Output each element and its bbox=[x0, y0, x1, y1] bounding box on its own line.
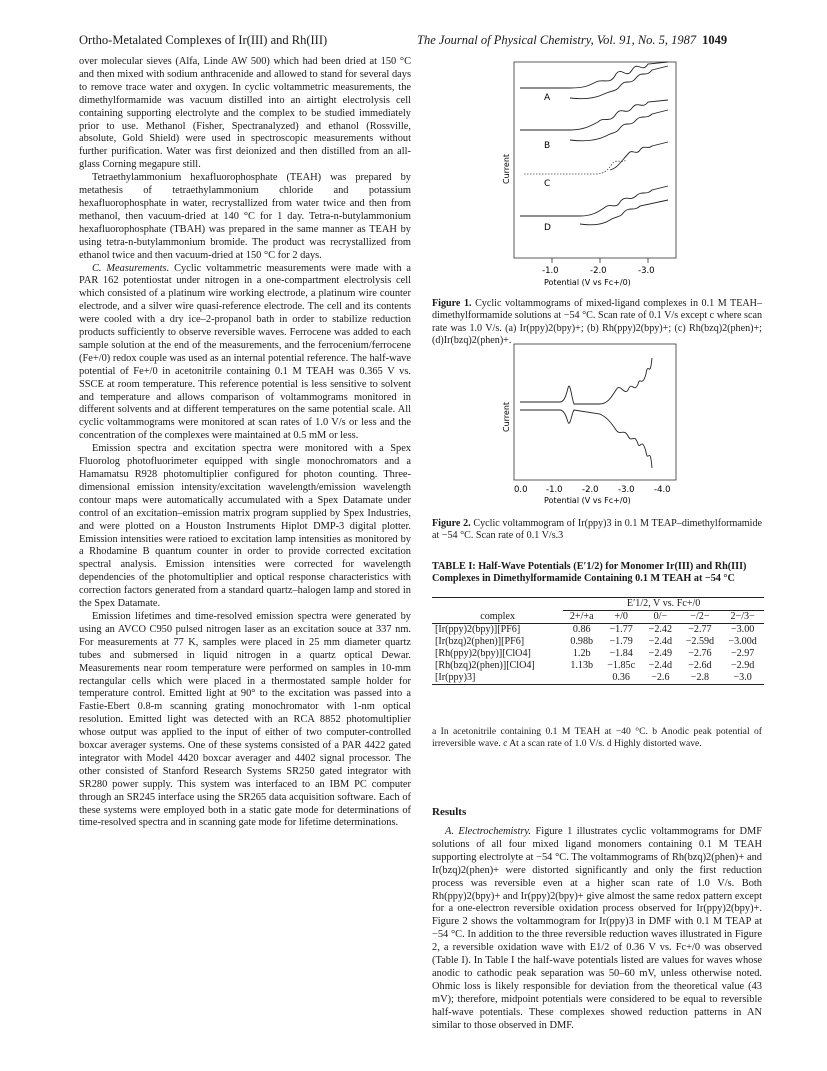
section-lead-measurements: C. Measurements. bbox=[92, 262, 170, 274]
table-cell-complex: [Rh(ppy)2(bpy)][ClO4] bbox=[435, 648, 531, 659]
table-cell: −2.6 bbox=[642, 672, 678, 685]
figure-2-tick-3: -2.0 bbox=[582, 485, 599, 495]
table-cell: 1.2b bbox=[572, 648, 591, 659]
figure-2-voltammogram bbox=[500, 340, 690, 510]
table-cell: 0.98b bbox=[570, 636, 594, 647]
paragraph-emission-lifetimes: Emission lifetimes and time-resolved emission spectra were generated by using an AVCO C950 pulsed nitrogen laser as an excitation souce at 337 nm. For measurements at 77 K, samples were placed in 25 mm diameter quartz tubes and submersed in liquid nitrogen in a quartz optical Dewar. Measurements near room temperature were performed on samples in 10-mm rectangular cells which were placed in a thermostated sample holder for temperature control. Emitted light at 90° to the excitation was passed into a Fastie-Ebert 0.8-m scanning grating monochromator with 1-nm optical resolution. Emitted light was detected with an RCA 8852 photomultiplier whose output was applied to the input of either of two computer-controlled boxcar averager systems. One of these systems consisted of a PAR 4422 gated integrator with Model 4420 boxcar averager and 4402 signal processor. The other consisted of Stanford Research Systems SR250 gated integrator with SR280 power supply. This system was interfaced to an IBM PC computer through an SR245 interface using the SR265 data acquisition software. Each of these systems were employed both in a static gate mode for determinations of time-resolved spectra and in scanning gate mode for lifetime determinations. bbox=[79, 610, 411, 829]
trace-c bbox=[610, 142, 668, 170]
table-cell: −2.9d bbox=[730, 660, 755, 671]
figure-2-tick-1: 0.0 bbox=[514, 485, 528, 495]
measurements-text: Cyclic voltammetric measurements were made with a PAR 162 potentiostat under nitrogen in a one-compartment electrolysis cell which consisted of a platinum wire working electrode, a platinum wire counter electrode, and a silver wire quasi-reference electrode. The cell and its contents were cooled with a dry ice–2-propanol bath in order to stabilize reduction products sufficiently to observe reversible waves. Ferrocene was added to each sample solution at the end of the measurements, and the ferrocenium/ferrocene (Fe+/0) redox couple was used as an internal potential reference. The half-wave potential of Fe+/0 in acetonitrile containing 0.1 M TEAH was 0.365 V vs. SSCE at room temperature. This reference potential is less sensitive to solvent and temperature and allows comparison of voltammograms monitored in different solvents and at different temperatures on the same potential scale. All cyclic voltammograms were monitored at scan rates of 1.0 V/s or less and the concentration of the complexes were maintained at 0.5 mM or less. bbox=[79, 262, 411, 442]
table-cell: −2.59d bbox=[685, 636, 715, 647]
figure-2-caption-lead: Figure 2. bbox=[432, 518, 471, 529]
figure-1-caption-lead: Figure 1. bbox=[432, 298, 472, 309]
table-row bbox=[432, 648, 764, 660]
figure-1-x-label: Potential (V vs Fc+/0) bbox=[544, 278, 631, 287]
table-cell: 0.86 bbox=[572, 624, 591, 635]
figure-2-trace bbox=[520, 358, 652, 404]
table-1-title: TABLE I: Half-Wave Potentials (E′1/2) for Monomer Ir(III) and Rh(III) Complexes in Dimethylformamide Containing 0.1 M TEAH at −54 °C bbox=[432, 561, 747, 585]
figure-1-voltammograms bbox=[500, 56, 690, 296]
table-cell: −2.6d bbox=[688, 660, 712, 671]
trace-label-b: B bbox=[544, 141, 551, 151]
table-cell: −3.00d bbox=[728, 636, 757, 647]
section-lead-electrochemistry: A. Electrochemistry. bbox=[445, 826, 532, 837]
table-cell: −1.77 bbox=[609, 624, 633, 635]
trace-label-d: D bbox=[544, 223, 551, 233]
table-cell: −1.84 bbox=[609, 648, 633, 659]
table-cell: −3.00 bbox=[730, 624, 755, 635]
figure-2-caption bbox=[432, 518, 762, 543]
table-cell: −2.76 bbox=[688, 648, 712, 659]
table-cell: −1.79 bbox=[609, 636, 633, 647]
table-cell: −2.97 bbox=[730, 648, 755, 659]
journal-name: The Journal of Physical Chemistry, Vol. 91, No. 5, 1987 bbox=[417, 33, 697, 47]
table-header-col: 0/− bbox=[642, 611, 678, 624]
paragraph-electrolytes: Tetraethylammonium hexafluorophosphate (TEAH) was prepared by metathesis of tetraethylammonium chloride and potassium hexafluorophosphate in water, recrystallized from water twice and then from methanol, then vacuum-dried at 140 °C for 1 day. Tetra-n-butylammonium hexafluorophosphate (TBAH) was prepared in the same manner as TEAH by using tetra-n-butylammonium bromide. The product was recrystallized from ethanol twice and then vacuum-dried at 150 °C for 2 days. bbox=[79, 172, 411, 261]
running-head-title: Ortho-Metalated Complexes of Ir(III) and Rh(III) bbox=[79, 33, 328, 47]
table-group-header-row bbox=[432, 598, 764, 611]
paragraph-solvents: over molecular sieves (Alfa, Linde AW 500) which had been dried at 150 °C and then mixed with sodium anthracenide and allowed to stand for several days to remove trace water and oxygen. In cyclic voltammetric measurements, the dimethylformamide was vacuum distilled into an airtight electrolysis cell containing supporting electrolyte and the complex to be studied immediately prior to use. Methanol (Fisher, Spectranalyzed) and ethanol (Rossville, absolute, Gold Shield) were used in spectroscopic measurements without further purification. Water was first deionized and then distilled from an all-glass Corning megapure still. bbox=[79, 56, 411, 171]
trace-label-a: A bbox=[544, 93, 551, 103]
table-header-col: +/0 bbox=[600, 611, 642, 624]
electrochemistry-text: Figure 1 illustrates cyclic voltammograms for DMF solutions of all four mixed ligand monomers containing 0.1 M TEAH supporting electrolyte at −54 °C. The voltammograms of Rh(bzq)2(phen)+ and Ir(bzq)2(phen)+ were distorted significantly and only the first reduction process was reversible even at a higher scan rate of 1.0 V/s. Both Rh(ppy)2(bpy)+ and Ir(ppy)2(bpy)+ give almost the same redox pattern except for a one-electron reversible oxidation process observed for Ir(ppy)2(bpy)+. Figure 2 shows the voltammogram for Ir(ppy)3 in DMF with 0.1 M TEAP at −54 °C. In addition to the three reversible reduction waves illustrated in Figure 2, a reversible oxidation wave with E1/2 of 0.36 V vs. Fc+/0 was observed (Table I). In Table I the half-wave potentials listed are values for waves whose anodic to cathodic peak separation was 50–60 mV, unless otherwise noted. Ohmic loss is likely responsible for deviation from the theoretical value (43 mV); therefore, midpoint potentials were considered to be equal to reversible half-wave potentials. These complexes showed reduction patterns in AN similar to those observed in DMF. bbox=[432, 826, 762, 1031]
trace-c-dotted bbox=[524, 160, 626, 174]
figure-1-y-label: Current bbox=[502, 153, 511, 184]
table-cell bbox=[563, 672, 600, 685]
table-cell: −2.4d bbox=[648, 660, 673, 671]
table-row bbox=[432, 672, 764, 685]
trace-d-return bbox=[580, 200, 668, 225]
journal-citation bbox=[417, 33, 727, 48]
table-header-row bbox=[432, 611, 764, 624]
figure-1-caption-text: Cyclic voltammograms of mixed-ligand complexes in 0.1 M TEAH–dimethylformamide solutions at −54 °C. Scan rate of 0.1 V/s except c where scan rate was 1.0 V/s. (a) Ir(ppy)2(bpy)+; (b) Rh(ppy)2(bpy)+; (c) Rh(bzq)2(phen)+; (d)Ir(bzq)2(phen)+. bbox=[432, 298, 762, 346]
table-cell-complex: [Rh(bzq)2(phen)][ClO4] bbox=[435, 660, 535, 671]
results-section bbox=[432, 826, 762, 1033]
trace-d bbox=[520, 186, 668, 216]
figure-1-frame bbox=[514, 62, 676, 258]
trace-a bbox=[520, 62, 668, 88]
figure-2-y-label: Current bbox=[502, 401, 511, 432]
table-group-header: E′1/2, V vs. Fc+/0 bbox=[563, 598, 764, 611]
table-row bbox=[432, 624, 764, 637]
table-row bbox=[432, 636, 764, 648]
table-cell: −2.42 bbox=[648, 624, 673, 635]
trace-a-return bbox=[570, 66, 668, 99]
table-header-col: 2−/3− bbox=[721, 611, 764, 624]
table-cell: −2.77 bbox=[688, 624, 712, 635]
paragraph-electrochemistry bbox=[432, 826, 762, 1033]
page-number: 1049 bbox=[702, 33, 728, 47]
figure-1-tick-2: -2.0 bbox=[590, 266, 607, 276]
figure-1-tick-3: -3.0 bbox=[638, 266, 655, 276]
figure-2-caption-text: Cyclic voltammogram of Ir(ppy)3 in 0.1 M TEAP–dimethylformamide at −54 °C. Scan rate of 0.1 V/s.3 bbox=[432, 518, 762, 542]
table-1 bbox=[432, 597, 764, 685]
paragraph-measurements bbox=[79, 263, 411, 444]
table-cell: −1.85c bbox=[607, 660, 636, 671]
table-cell-complex: [Ir(ppy)3] bbox=[432, 672, 563, 685]
table-header-col: 2+/+a bbox=[563, 611, 600, 624]
table-cell: −2.8 bbox=[679, 672, 722, 685]
table-cell: −2.49 bbox=[648, 648, 673, 659]
figure-2-tick-4: -3.0 bbox=[618, 485, 635, 495]
table-cell: 1.13b bbox=[570, 660, 594, 671]
table-group-spacer bbox=[432, 598, 563, 611]
table-cell: 0.36 bbox=[600, 672, 642, 685]
results-heading: Results bbox=[432, 806, 467, 818]
table-cell-complex: [Ir(bzq)2(phen)][PF6] bbox=[435, 636, 525, 647]
figure-1-tick-1: -1.0 bbox=[542, 266, 559, 276]
trace-b-return bbox=[570, 110, 668, 141]
left-column bbox=[79, 56, 411, 830]
table-cell: −2.4d bbox=[648, 636, 673, 647]
figure-2-x-label: Potential (V vs Fc+/0) bbox=[544, 496, 631, 505]
table-header-complex: complex bbox=[432, 611, 563, 624]
table-row bbox=[432, 660, 764, 672]
table-cell: −3.0 bbox=[721, 672, 764, 685]
figure-2-tick-2: -1.0 bbox=[546, 485, 563, 495]
figure-2-trace-return bbox=[520, 410, 652, 468]
figure-2-tick-5: -4.0 bbox=[654, 485, 671, 495]
trace-label-c: C bbox=[544, 179, 551, 189]
table-1-footnotes: a In acetonitrile containing 0.1 M TEAH at −40 °C. b Anodic peak potential of irreversible wave. c At a scan rate of 1.0 V/s. d Highly distorted wave. bbox=[432, 726, 762, 749]
table-cell-complex: [Ir(ppy)2(bpy)][PF6] bbox=[435, 624, 521, 635]
paragraph-emission-spectra: Emission spectra and excitation spectra were monitored with a Spex Fluorolog photofluorimeter equipped with single monochromators and a Hamamatsu R928 photomultiplier configured for photon counting. Three-dimensional emission intensity/excitation wavelength/emission wavelength contour maps were automatically accumulated with a Spex Datamate under control of an excitation–emission matrix program supplied by Spex Industries, and were plotted on a Houston Instruments Hiplot DMP-3 digital plotter. Emission intensities were ratioed to excitation lamp intensities as monitored by a Rhodamine B quantum counter in order to provide corrected excitation spectral analysis. Emission intensities were corrected for wavelength dependencies of the photomultiplier and optical response characteristics with correction factors generated from a standard quartz–halogen lamp and stored in the Spex Datamate. bbox=[79, 443, 411, 610]
trace-b bbox=[520, 100, 668, 130]
table-header-col: −/2− bbox=[679, 611, 722, 624]
